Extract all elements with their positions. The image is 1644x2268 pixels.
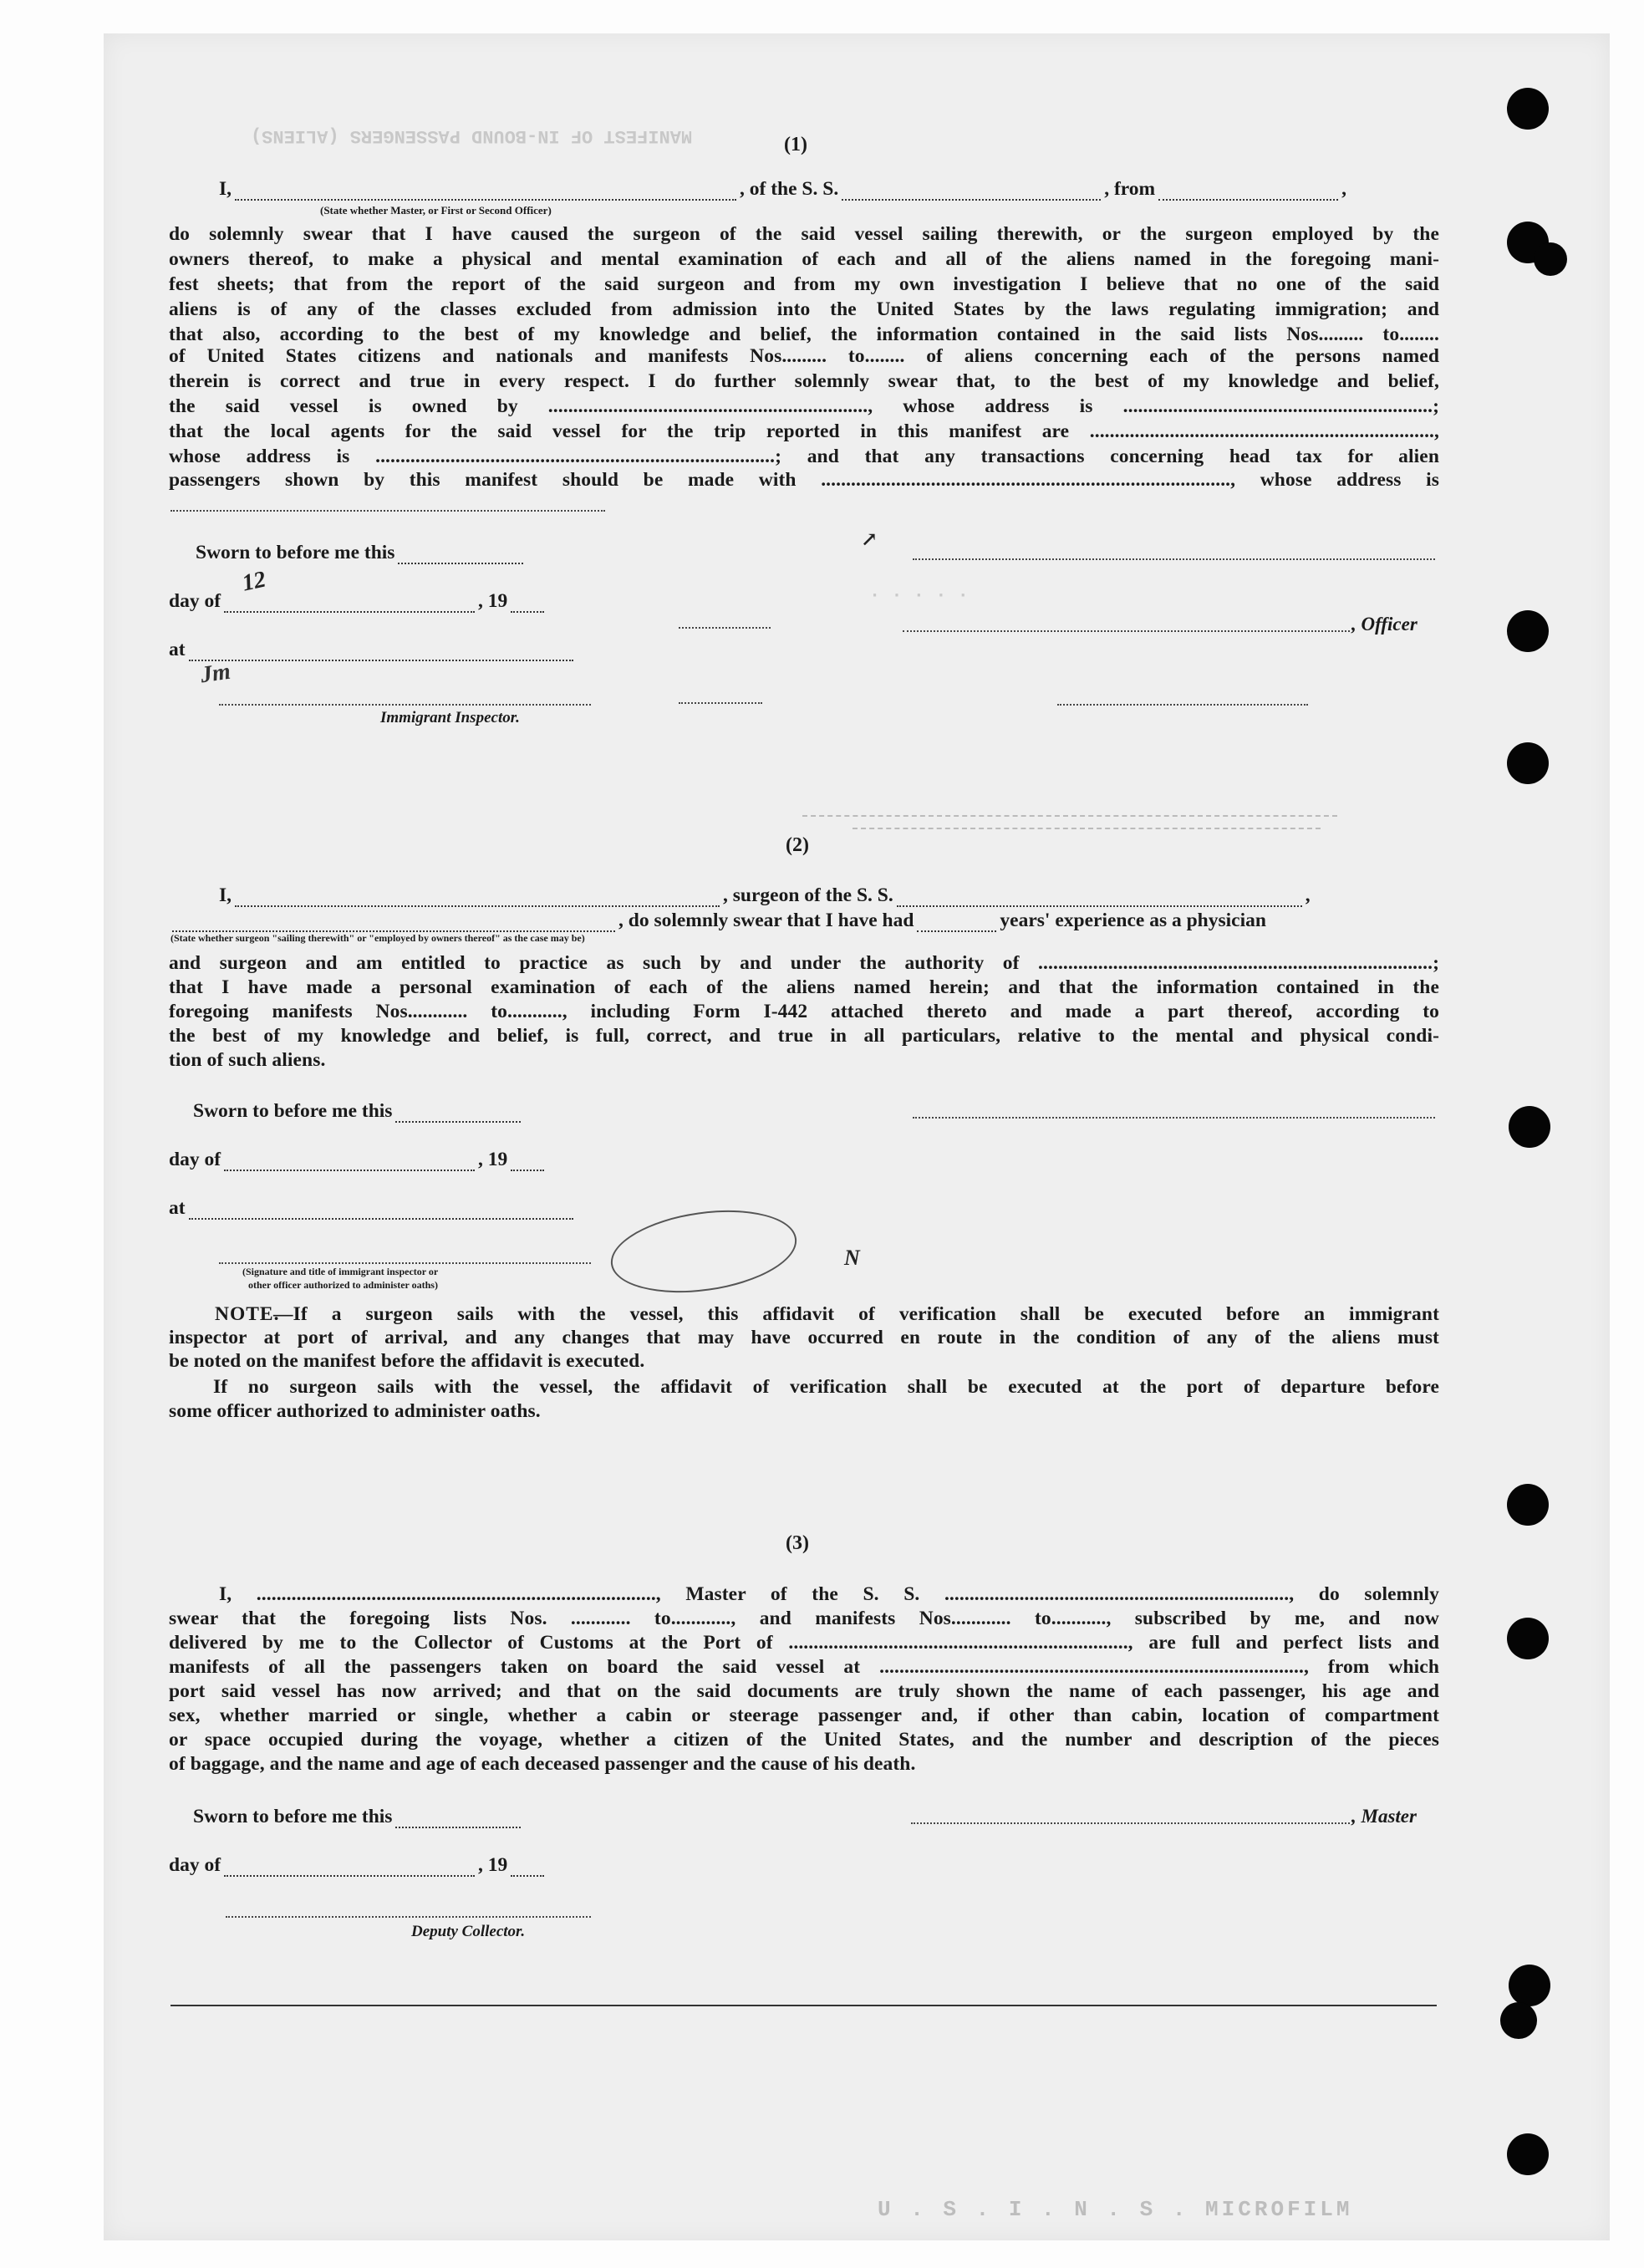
s3-collector-signature-line[interactable] <box>226 1916 591 1918</box>
bleed-through-text: · · · · · <box>869 585 969 606</box>
s2-i-label: I, <box>219 884 232 906</box>
s2-body-line: the best of my knowledge and belief, is full, correct, and true in all particulars, relative to the mental and physical condi- <box>169 1025 1439 1047</box>
s2-sig-caption: other officer authorized to administer oaths) <box>248 1279 438 1291</box>
s2-years-label: years' experience as a physician <box>1000 910 1266 931</box>
s1-body-line: that also, according to the best of my knowledge and belief, the information contained in the said lists Nos......... to........ <box>169 324 1439 345</box>
s1-inspector-label: Immigrant Inspector. <box>380 709 520 726</box>
punch-hole <box>1507 742 1549 784</box>
s2-sworn-field[interactable] <box>395 1106 521 1123</box>
s2-note-line: inspector at port of arrival, and any changes that may have occurred en route in the condition of any of the aliens must <box>169 1327 1439 1348</box>
s2-year-field[interactable] <box>511 1154 544 1171</box>
s2-day-field[interactable] <box>224 1154 475 1171</box>
s2-ship-field[interactable] <box>897 890 1302 907</box>
s1-body-line: that the local agents for the said vessel for the trip reported in this manifest are ....................................................................., <box>169 420 1439 442</box>
s1-body-line: the said vessel is owned by ................................................................, whose address is ..............................................................; <box>169 395 1439 417</box>
s2-at-label: at <box>169 1197 186 1219</box>
s3-body-line: manifests of all the passengers taken on board the said vessel at ....................................................................................., from which <box>169 1656 1439 1678</box>
s3-sworn-label: Sworn to before me this <box>193 1806 393 1827</box>
s2-official-signature-line[interactable] <box>219 1262 591 1264</box>
s3-body-line: port said vessel has now arrived; and that on the said documents are truly shown the name of each passenger, his age and <box>169 1680 1439 1702</box>
s3-sworn-field[interactable] <box>395 1812 521 1828</box>
s2-body-line: foregoing manifests Nos............ to..........., including Form I-442 attached thereto and made a part thereof, according to <box>169 1001 1439 1022</box>
s2-year-label: , 19 <box>478 1149 508 1170</box>
microfilm-stamp: U . S . I . N . S . MICROFILM <box>878 2197 1353 2222</box>
punch-hole <box>1500 2002 1537 2039</box>
s1-body-line: whose address is ................................................................................; and that any transactions concerning head tax for alien <box>169 446 1439 467</box>
s3-body-line: I, ................................................................................, Master of the S. S. ....................................................................., do solemnly <box>219 1583 1439 1605</box>
s2-type-field[interactable] <box>172 915 615 932</box>
bleed-through-text: MANIFEST OF IN-BOUND PASSENGERS (ALIENS) <box>251 125 693 146</box>
bleed-through-line <box>802 815 1337 817</box>
s2-end-comma: , <box>1305 884 1311 906</box>
s2-note-line <box>169 1302 1439 1328</box>
s2-day-line <box>169 1149 547 1171</box>
s2-body-line: and surgeon and am entitled to practice as such by and under the authority of ...............................................................................; <box>169 952 1439 974</box>
s3-body-line: of baggage, and the name and age of each deceased passenger and the cause of his death. <box>169 1753 916 1775</box>
s2-signature-line[interactable] <box>913 1117 1435 1119</box>
s1-officer-label: , Officer <box>1351 614 1418 635</box>
s1-at-field[interactable] <box>189 645 573 661</box>
s1-day-line <box>169 590 547 613</box>
s1-short-line <box>1057 704 1308 706</box>
s1-sworn-line <box>196 542 527 564</box>
section-1-number: (1) <box>784 134 807 155</box>
s2-type-caption: (State whether surgeon "sailing therewith" or "employed by owners thereof" as the case may be) <box>171 932 585 944</box>
s2-at-line <box>169 1197 577 1220</box>
s1-officer-line[interactable] <box>903 630 1350 632</box>
s2-note-text: —If a surgeon sails with the vessel, this affidavit of verification shall be executed before an immigrant <box>273 1303 1439 1325</box>
s1-day-label: day of <box>169 590 221 612</box>
s1-ship-field[interactable] <box>842 184 1101 201</box>
punch-hole <box>1507 2133 1549 2175</box>
punch-hole <box>1534 242 1567 276</box>
s2-experience-line <box>169 910 1439 932</box>
s1-body-line: do solemnly swear that I have caused the surgeon of the said vessel sailing therewith, or the surgeon employed by the <box>169 223 1439 245</box>
s2-note-line: be noted on the manifest before the affidavit is executed. <box>169 1350 645 1372</box>
s2-sig-caption: (Signature and title of immigrant inspector or <box>242 1266 439 1277</box>
s3-body-line: swear that the foregoing lists Nos. ............ to............, and manifests Nos............ to..........., subscribed by me, and now <box>169 1608 1439 1629</box>
s2-note-line: some officer authorized to administer oaths. <box>169 1400 541 1422</box>
section-2-number: (2) <box>786 834 809 856</box>
handwritten-mark: N <box>844 1246 860 1270</box>
s1-sworn-field[interactable] <box>398 548 523 564</box>
s2-name-field[interactable] <box>235 890 720 907</box>
punch-hole <box>1507 88 1549 130</box>
s2-body-line: tion of such aliens. <box>169 1049 326 1071</box>
s1-i-label: I, <box>219 178 232 200</box>
s2-at-field[interactable] <box>189 1203 573 1220</box>
s1-short-line <box>679 702 762 704</box>
s3-master-signature-line[interactable] <box>911 1822 1350 1824</box>
s1-day-field[interactable] <box>224 596 475 613</box>
s1-body-line: owners thereof, to make a physical and mental examination of each and all of the aliens named in the foregoing mani- <box>169 248 1439 270</box>
s2-day-label: day of <box>169 1149 221 1170</box>
s2-years-field[interactable] <box>917 915 996 932</box>
punch-hole <box>1509 1965 1550 2006</box>
s1-end-comma: , <box>1341 178 1346 200</box>
punch-hole <box>1509 1106 1550 1148</box>
punch-hole <box>1507 1618 1549 1659</box>
s1-at-line <box>169 639 577 661</box>
s1-body-line: therein is correct and true in every respect. I do further solemnly swear that, to the best of my knowledge and belief, <box>169 370 1439 392</box>
s1-agent-address-field[interactable] <box>171 510 605 512</box>
punch-hole <box>1507 610 1549 652</box>
s1-sworn-label: Sworn to before me this <box>196 542 395 563</box>
s1-master-caption: (State whether Master, or First or Second Officer) <box>320 204 552 217</box>
s1-body-line: of United States citizens and nationals and manifests Nos......... to........ of aliens concerning each of the persons named <box>169 345 1439 367</box>
s1-body-line: fest sheets; that from the report of the said surgeon and from my own investigation I believe that no one of the said <box>169 273 1439 295</box>
s1-short-line <box>679 627 771 629</box>
s2-sworn-line <box>193 1100 524 1123</box>
s1-signature-line[interactable] <box>913 558 1435 560</box>
s2-ship-label: , surgeon of the S. S. <box>723 884 893 906</box>
s2-note-line: If no surgeon sails with the vessel, the affidavit of verification shall be executed at the port of departure before <box>213 1376 1439 1398</box>
s1-from-label: , from <box>1104 178 1156 200</box>
s1-inspector-signature-line[interactable] <box>219 704 591 706</box>
s3-master-label: , Master <box>1351 1806 1417 1827</box>
s2-surgeon-line <box>219 884 1439 907</box>
s1-year-field[interactable] <box>511 596 544 613</box>
s1-master-line <box>219 178 1439 201</box>
s1-from-field[interactable] <box>1158 184 1338 201</box>
s1-ship-label: , of the S. S. <box>740 178 839 200</box>
s1-body-line: aliens is of any of the classes excluded from admission into the United States by the laws regulating immigration; and <box>169 298 1439 320</box>
s3-sworn-line <box>193 1806 524 1828</box>
handwritten-mark: ↗ <box>861 529 878 551</box>
handwritten-mark: Jm <box>198 658 232 689</box>
s3-day-label: day of <box>169 1854 221 1876</box>
section-3-number: (3) <box>786 1532 809 1554</box>
s1-at-label: at <box>169 639 186 660</box>
s2-note-label: NOTE. <box>215 1303 280 1325</box>
s3-day-field[interactable] <box>224 1860 475 1877</box>
bottom-rule <box>171 2005 1437 2006</box>
punch-hole <box>1507 1484 1549 1526</box>
s1-year-label: , 19 <box>478 590 508 612</box>
s1-name-field[interactable] <box>235 184 736 201</box>
s3-body-line: delivered by me to the Collector of Customs at the Port of ...................................................................., are full and perfect lists and <box>169 1632 1439 1654</box>
s3-collector-label: Deputy Collector. <box>411 1923 526 1940</box>
s3-year-field[interactable] <box>511 1860 544 1877</box>
s1-body-line: passengers shown by this manifest should be made with .................................................................................., whose address is <box>169 469 1439 491</box>
s3-day-line <box>169 1854 547 1877</box>
s3-year-label: , 19 <box>478 1854 508 1876</box>
s2-body-line: that I have made a personal examination of each of the aliens named herein; and that the information contained in the <box>169 976 1439 998</box>
bleed-through-line <box>853 828 1321 829</box>
s2-swear-label: , do solemnly swear that I have had <box>618 910 914 931</box>
s2-sworn-label: Sworn to before me this <box>193 1100 393 1122</box>
s3-body-line: sex, whether married or single, whether a cabin or steerage passenger and, if other than cabin, location of compartment <box>169 1705 1439 1726</box>
handwritten-mark: 12 <box>239 566 268 597</box>
s3-body-line: or space occupied during the voyage, whether a citizen of the United States, and the number and description of the pieces <box>169 1729 1439 1751</box>
